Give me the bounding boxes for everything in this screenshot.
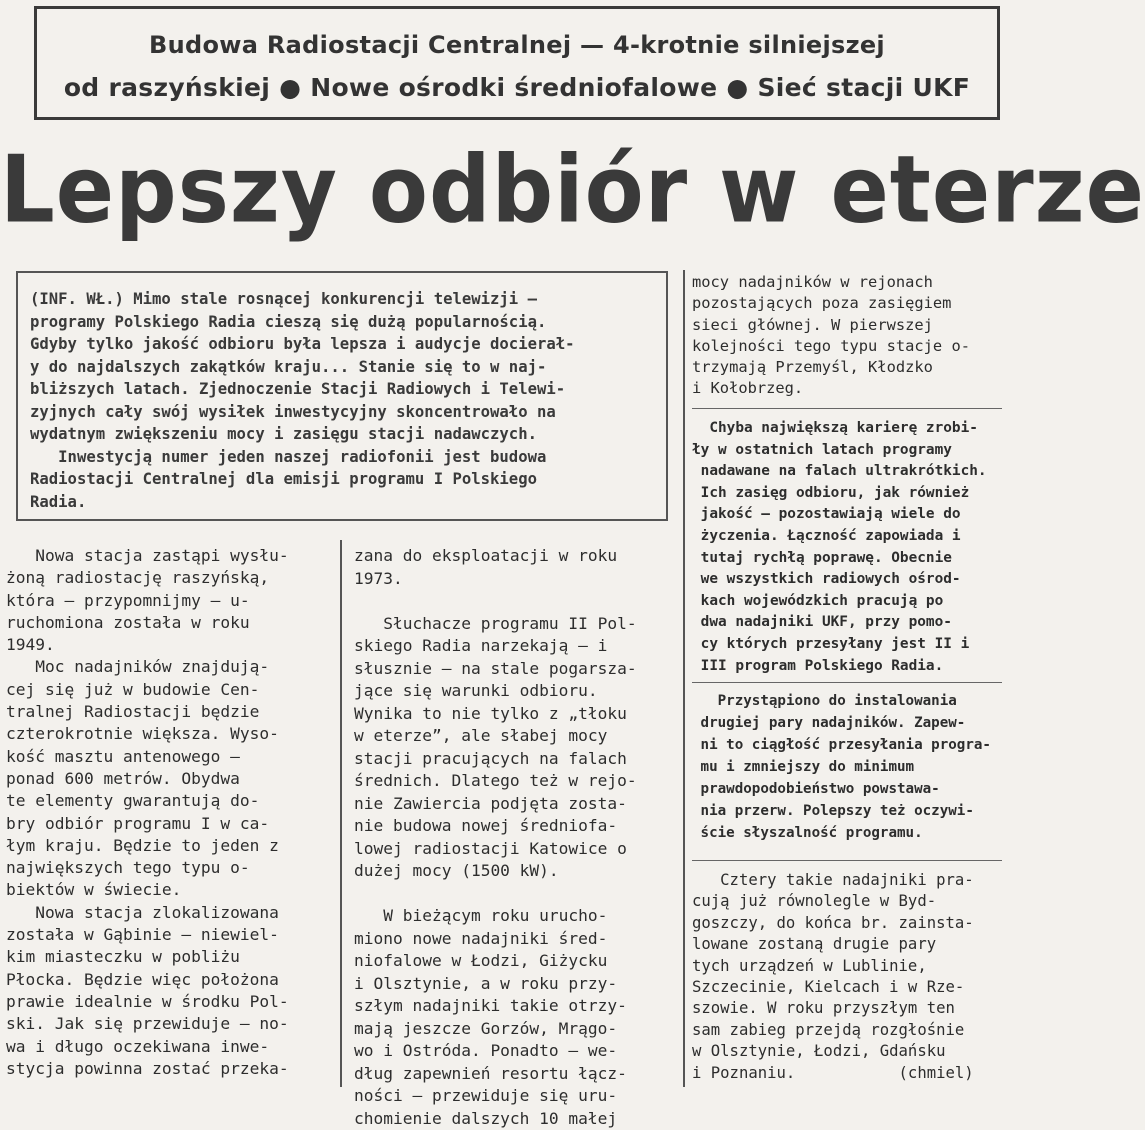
column-3-text-c: Przystąpiono do instalowania drugiej pary nadajników. Zapew- ni to ciągłość przesyłania progra- mu i zmniejszy do minimum prawdopodobieństwo powstawa- nia przerw. Polepszy też oczywi- ście słyszalność programu. [700, 693, 991, 841]
header-line-1: Budowa Radiostacji Centralnej — 4-krotnie silniejszej [149, 31, 885, 59]
column3-rule-2 [692, 682, 1002, 683]
header-box [34, 6, 1000, 120]
header-line-2: od raszyńskiej ● Nowe ośrodki średniofalowe ● Sieć stacji UKF [63, 73, 971, 102]
column-divider-1 [340, 540, 342, 1087]
column3-rule-1 [692, 408, 1002, 409]
column3-rule-3 [692, 860, 1002, 861]
headline: Lepszy odbiór w eterze [0, 136, 1145, 244]
lead-paragraph: (INF. WŁ.) Mimo stale rosnącej konkurencji telewizji — programy Polskiego Radia cieszą się dużą popularnością. Gdyby tylko jakość odbioru była lepsza i audycje docierał- y do najdalszych zakątków kraju... Stanie się to w naj- bliższych latach. Zjednoczenie Stacji Radiowych i Telewi- zyjnych cały swój wysiłek inwestycyjny skoncentrowało na wydatnym zwiększeniu mocy i zasięgu stacji nadawczych. Inwestycją numer jeden naszej radiofonii jest budowa Radiostacji Centralnej dla emisji programu I Polskiego Radia. [30, 290, 575, 511]
column-2-text: zana do eksploatacji w roku 1973. Słuchacze programu II Pol- skiego Radia narzekają — i słusznie — na stale pogarsza- jące się warunki odbioru. Wynika to nie tylko z „tłoku w eterze”, ale słabej mocy stacji pracujących na falach średnich. Dlatego też w rejo- nie Zawiercia podjęta zosta- nie budowa nowej średniofa- lowej radiostacji Katowice o dużej mocy (1500 kW). W bieżącym roku urucho- miono nowe nadajniki śred- niofalowe w Łodzi, Giżycku i Olsztynie, a w roku przy- szłym nadajniki takie otrzy- mają jeszcze Gorzów, Mrągo- wo i Ostróda. Ponadto — we- dług zapewnień resortu łącz- ności — przewiduje się uru- chomienie dalszych 10 małej [354, 546, 637, 1128]
column-divider-2 [683, 270, 685, 1087]
column-3-text-b: Chyba największą karierę zrobi- ły w ostatnich latach programy nadawane na falach ultrakrótkich. Ich zasięg odbioru, jak również jakość — pozostawiają wiele do życzenia. Łączność zapowiada i tutaj rychłą poprawę. Obecnie we wszystkich radiowych ośrod- kach wojewódzkich pracują po dwa nadajniki UKF, przy pomo- cy których przesyłany jest II i III program Polskiego Radia. [692, 420, 987, 674]
column-1-text: Nowa stacja zastąpi wysłu- żoną radiostację raszyńską, która — przypomnijmy — u- ruchomiona została w roku 1949. Moc nadajników znajdują- cej się już w budowie Cen- tralnej Radiostacji będzie czterokrotnie większa. Wyso- kość masztu antenowego — ponad 600 metrów. Obydwa te elementy gwarantują do- bry odbiór programu I w ca- łym kraju. Będzie to jeden z największych tego typu o- biektów w świecie. Nowa stacja zlokalizowana została w Gąbinie — niewiel- kim miasteczku w pobliżu Płocka. Będzie więc położona prawie idealnie w środku Pol- ski. Jak się przewiduje — no- wa i długo oczekiwana inwe- stycja powinna zostać przeka- [6, 546, 289, 1078]
column-3-text-a: mocy nadajników w rejonach pozostających poza zasięgiem sieci głównej. W pierwszej kolejności tego typu stacje o- trzymają Przemyśl, Kłodzko i Kołobrzeg. [692, 273, 970, 398]
column-3-text-d: Cztery takie nadajniki pra- cują już równolegle w Byd- goszczy, do końca br. zainsta- lowane zostaną drugie pary tych urządzeń w Lublinie, Szczecinie, Kielcach i w Rze- szowie. W roku przyszłym ten sam zabieg przejdą rozgłośnie w Olsztynie, Łodzi, Gdańsku i Poznaniu. (chmiel) [692, 871, 974, 1082]
